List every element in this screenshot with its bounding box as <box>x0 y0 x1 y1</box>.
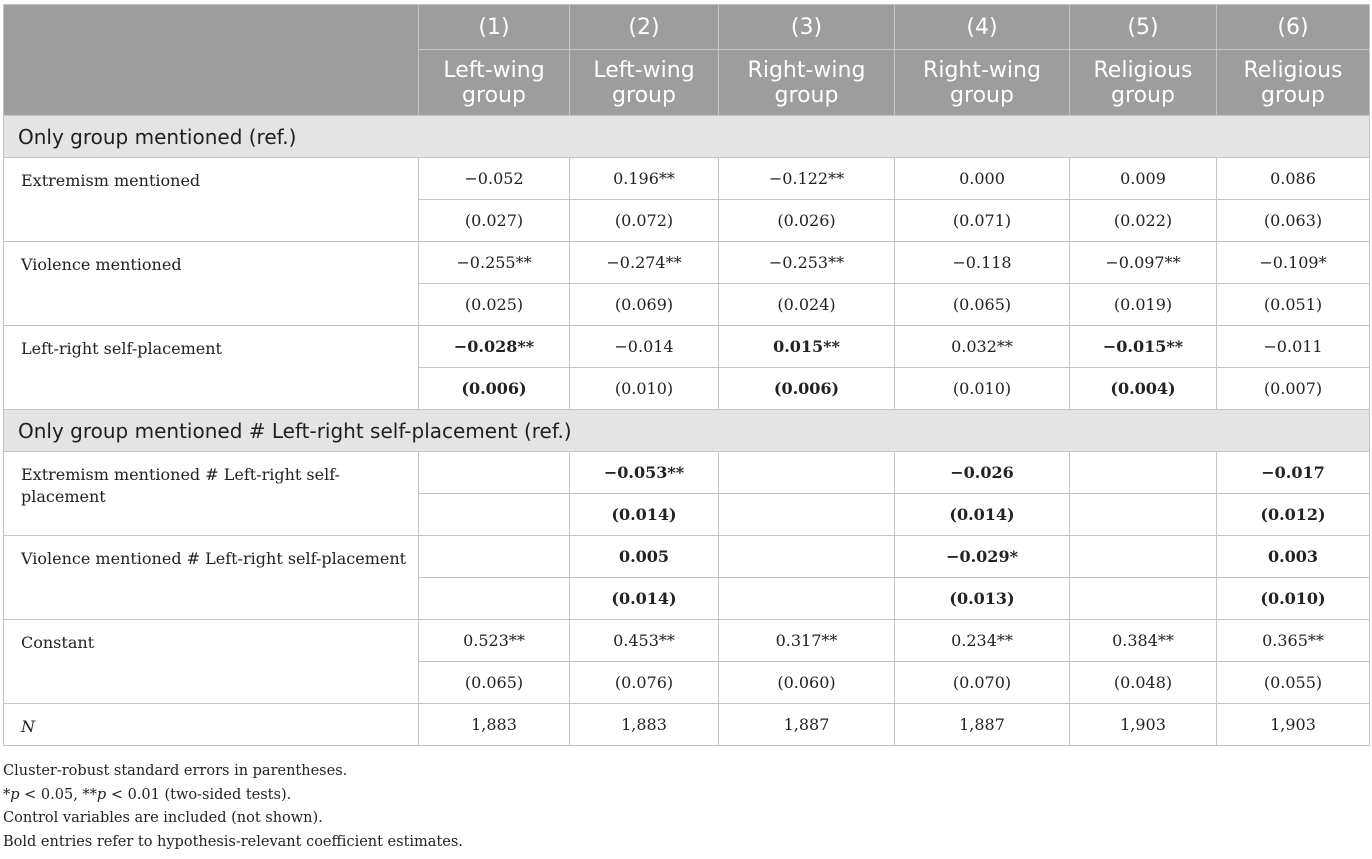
se-cell: (0.019) <box>1070 284 1217 326</box>
se-cell: (0.012) <box>1217 494 1370 536</box>
coef-cell: −0.029* <box>895 536 1070 578</box>
coef-cell: −0.274** <box>570 242 719 284</box>
coef-cell: 0.032** <box>895 326 1070 368</box>
row-label: Violence mentioned # Left-right self-placement <box>4 536 419 620</box>
se-cell: (0.048) <box>1070 662 1217 704</box>
note-standard-errors: Cluster-robust standard errors in parentheses. <box>3 763 348 779</box>
row-label: Extremism mentioned <box>4 158 419 242</box>
coef-cell <box>419 452 570 494</box>
header-corner <box>4 5 419 116</box>
coef-cell: −0.053** <box>570 452 719 494</box>
row-label: Constant <box>4 620 419 704</box>
se-cell <box>419 578 570 620</box>
coef-cell: −0.014 <box>570 326 719 368</box>
se-cell: (0.072) <box>570 200 719 242</box>
se-cell: (0.026) <box>719 200 895 242</box>
table-row-violence-coef <box>4 242 1370 284</box>
n-cell: 1,883 <box>419 704 570 746</box>
row-label: N <box>4 704 419 746</box>
n-cell: 1,887 <box>895 704 1070 746</box>
coef-cell: 0.015** <box>719 326 895 368</box>
coef-cell: −0.097** <box>1070 242 1217 284</box>
n-cell: 1,883 <box>570 704 719 746</box>
se-cell: (0.006) <box>419 368 570 410</box>
se-cell: (0.010) <box>1217 578 1370 620</box>
note-controls: Control variables are included (not shown). <box>3 810 323 826</box>
coef-cell <box>719 452 895 494</box>
coef-cell: 0.234** <box>895 620 1070 662</box>
coef-cell: 0.009 <box>1070 158 1217 200</box>
coef-cell: −0.026 <box>895 452 1070 494</box>
se-cell: (0.065) <box>895 284 1070 326</box>
se-cell: (0.014) <box>570 578 719 620</box>
se-cell: (0.006) <box>719 368 895 410</box>
model-number: (5) <box>1070 5 1217 50</box>
model-number: (3) <box>719 5 895 50</box>
coef-cell: 0.005 <box>570 536 719 578</box>
coef-cell: −0.011 <box>1217 326 1370 368</box>
coef-cell: 0.365** <box>1217 620 1370 662</box>
se-cell: (0.076) <box>570 662 719 704</box>
table-notes <box>3 760 463 854</box>
coef-cell: 0.196** <box>570 158 719 200</box>
se-cell: (0.027) <box>419 200 570 242</box>
se-cell: (0.007) <box>1217 368 1370 410</box>
table-row-extremism-coef <box>4 158 1370 200</box>
group-header: Right-wing group <box>895 50 1070 116</box>
n-cell: 1,887 <box>719 704 895 746</box>
coef-cell: −0.122** <box>719 158 895 200</box>
row-label: Left-right self-placement <box>4 326 419 410</box>
coef-cell: −0.109* <box>1217 242 1370 284</box>
se-cell: (0.070) <box>895 662 1070 704</box>
model-number: (1) <box>419 5 570 50</box>
se-cell: (0.065) <box>419 662 570 704</box>
coef-cell: −0.028** <box>419 326 570 368</box>
se-cell: (0.010) <box>570 368 719 410</box>
coef-cell: 0.523** <box>419 620 570 662</box>
coef-cell <box>1070 536 1217 578</box>
se-cell: (0.013) <box>895 578 1070 620</box>
se-cell: (0.069) <box>570 284 719 326</box>
se-cell: (0.004) <box>1070 368 1217 410</box>
coef-cell: 0.384** <box>1070 620 1217 662</box>
coef-cell: −0.015** <box>1070 326 1217 368</box>
n-cell: 1,903 <box>1070 704 1217 746</box>
note-bold-entries: Bold entries refer to hypothesis-relevant coefficient estimates. <box>3 833 463 850</box>
group-header: Left-wing group <box>570 50 719 116</box>
table-row-ext-lr-coef <box>4 452 1370 494</box>
coef-cell: 0.000 <box>895 158 1070 200</box>
se-cell: (0.010) <box>895 368 1070 410</box>
se-cell <box>719 578 895 620</box>
group-header: Right-wing group <box>719 50 895 116</box>
se-cell: (0.071) <box>895 200 1070 242</box>
coef-cell: 0.317** <box>719 620 895 662</box>
group-header: Left-wing group <box>419 50 570 116</box>
table-row-lr-coef <box>4 326 1370 368</box>
coef-cell: 0.003 <box>1217 536 1370 578</box>
coef-cell: −0.017 <box>1217 452 1370 494</box>
header-row-model-numbers <box>4 5 1370 50</box>
coef-cell <box>719 536 895 578</box>
se-cell: (0.060) <box>719 662 895 704</box>
coef-cell: −0.052 <box>419 158 570 200</box>
se-cell <box>419 494 570 536</box>
model-number: (6) <box>1217 5 1370 50</box>
se-cell: (0.051) <box>1217 284 1370 326</box>
coef-cell: 0.453** <box>570 620 719 662</box>
table-row-constant-coef <box>4 620 1370 662</box>
model-number: (4) <box>895 5 1070 50</box>
section-header-group-ref: Only group mentioned (ref.) <box>4 116 1370 158</box>
group-header: Religious group <box>1070 50 1217 116</box>
n-cell: 1,903 <box>1217 704 1370 746</box>
regression-table <box>3 4 1370 746</box>
coef-cell <box>1070 452 1217 494</box>
se-cell: (0.024) <box>719 284 895 326</box>
table-row-n <box>4 704 1370 746</box>
row-label: Violence mentioned <box>4 242 419 326</box>
coef-cell: −0.118 <box>895 242 1070 284</box>
coef-cell: −0.255** <box>419 242 570 284</box>
coef-cell <box>419 536 570 578</box>
coef-cell: 0.086 <box>1217 158 1370 200</box>
se-cell <box>1070 494 1217 536</box>
coef-cell: −0.253** <box>719 242 895 284</box>
table-row-vio-lr-coef <box>4 536 1370 578</box>
se-cell <box>1070 578 1217 620</box>
se-cell: (0.025) <box>419 284 570 326</box>
se-cell: (0.022) <box>1070 200 1217 242</box>
section-header-interaction-ref: Only group mentioned # Left-right self-placement (ref.) <box>4 410 1370 452</box>
se-cell: (0.014) <box>895 494 1070 536</box>
se-cell: (0.063) <box>1217 200 1370 242</box>
model-number: (2) <box>570 5 719 50</box>
group-header: Religious group <box>1217 50 1370 116</box>
se-cell <box>719 494 895 536</box>
se-cell: (0.014) <box>570 494 719 536</box>
row-label: Extremism mentioned # Left-right self-placement <box>4 452 419 536</box>
se-cell: (0.055) <box>1217 662 1370 704</box>
note-significance: *p < 0.05, **p < 0.01 (two-sided tests). <box>3 786 292 803</box>
